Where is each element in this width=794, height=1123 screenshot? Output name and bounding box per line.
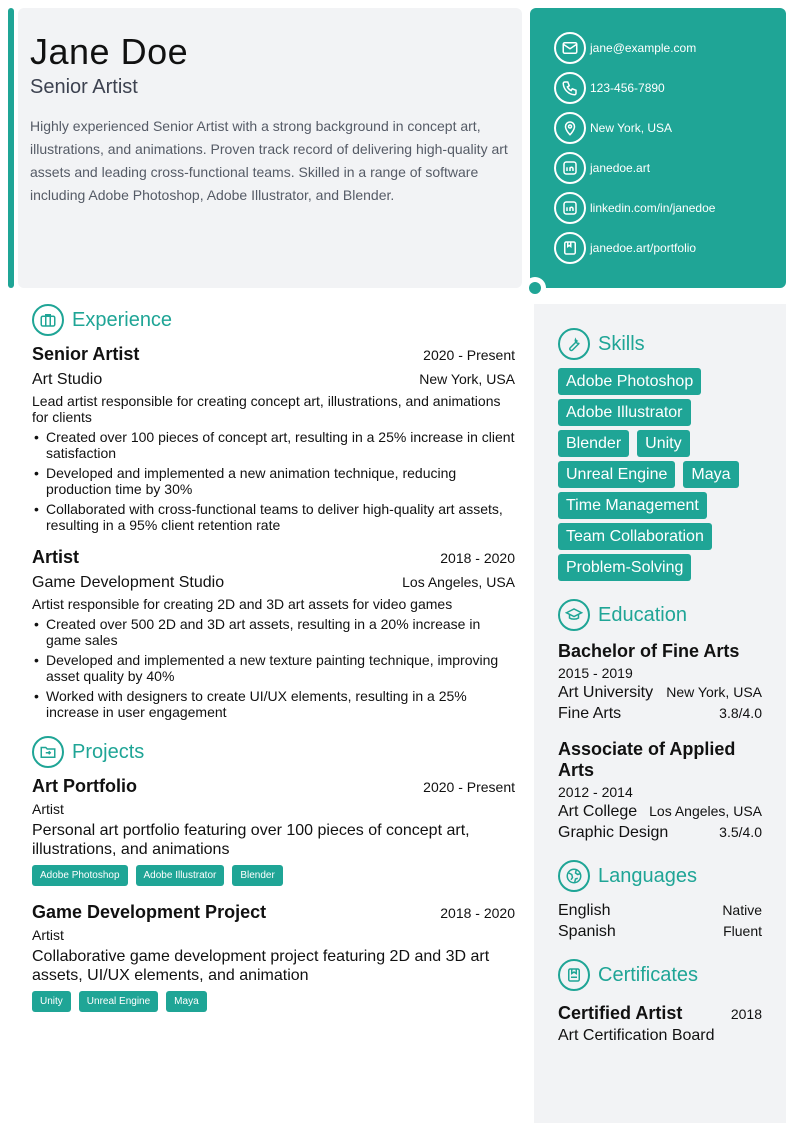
job-location: New York, USA <box>419 371 515 387</box>
portfolio-icon <box>554 232 586 264</box>
skill-tags <box>558 368 768 581</box>
school: Art College <box>558 803 638 820</box>
field: Fine Arts <box>558 705 622 722</box>
section-label: Languages <box>598 864 697 887</box>
skill-tag: Maya <box>683 461 738 488</box>
person-title: Senior Artist <box>30 76 138 98</box>
sidebar <box>534 304 786 1123</box>
briefcase-icon <box>32 304 64 336</box>
job-description: Lead artist responsible for creating concept art, illustrations, and animations for clients <box>32 393 501 425</box>
linkedin-icon <box>554 152 586 184</box>
graduation-cap-icon <box>558 599 590 631</box>
job-bullets <box>32 616 515 720</box>
certificate-issuer: Art Certification Board <box>558 1027 715 1044</box>
job-company: Game Development Studio <box>32 574 225 591</box>
skill-tag: Team Collaboration <box>558 523 712 550</box>
summary: Highly experienced Senior Artist with a strong background in concept art, illustrations, and animations. Proven track record of delivering high-quality art assets and leading cross-functional teams. Skilled in a range of software including Adobe Photoshop, Adobe Illustrator, and Blender. <box>30 118 508 203</box>
section-label: Experience <box>72 308 173 331</box>
contact-email[interactable] <box>554 32 786 64</box>
field: Graphic Design <box>558 824 669 841</box>
job-entry <box>32 344 515 533</box>
skill-tag: Adobe Photoshop <box>558 368 701 395</box>
job-bullet: • Developed and implemented a new texture painting technique, improving asset quality by 40% <box>32 652 515 684</box>
language-name: English <box>558 902 611 919</box>
person-name: Jane Doe <box>30 31 189 72</box>
project-tag: Adobe Illustrator <box>136 865 225 886</box>
project-tags <box>32 991 515 1012</box>
mail-icon <box>554 32 586 64</box>
project-tag: Adobe Photoshop <box>32 865 128 886</box>
job-bullet: • Created over 100 pieces of concept art, resulting in a 25% increase in client satisfaction <box>32 429 515 461</box>
accent-bar <box>8 8 14 288</box>
certificate-year: 2018 <box>730 1006 762 1022</box>
language-row <box>558 902 762 920</box>
job-title: Senior Artist <box>32 344 140 364</box>
degree: Bachelor of Fine Arts <box>558 641 740 661</box>
globe-icon <box>558 860 590 892</box>
section-label: Projects <box>72 740 145 763</box>
contact-text: New York, USA <box>590 121 673 135</box>
job-bullet: • Collaborated with cross-functional teams to deliver high-quality art assets, resulting in a 95% client retention rate <box>32 501 515 533</box>
school-location: New York, USA <box>666 684 762 700</box>
job-bullets <box>32 429 515 533</box>
location-icon <box>554 112 586 144</box>
project-role: Artist <box>32 801 64 817</box>
language-row <box>558 923 762 941</box>
section-certificates-title <box>558 959 762 991</box>
section-languages-title <box>558 860 762 892</box>
project-date: 2020 - Present <box>423 779 515 795</box>
section-label: Certificates <box>598 963 699 986</box>
job-bullet: • Worked with designers to create UI/UX elements, resulting in a 25% increase in user engagement <box>32 688 515 720</box>
job-date: 2018 - 2020 <box>440 550 515 566</box>
wrench-icon <box>558 328 590 360</box>
certificate-entry <box>558 1003 762 1045</box>
gpa: 3.8/4.0 <box>719 705 762 721</box>
job-company: Art Studio <box>32 371 103 388</box>
contact-text: linkedin.com/in/janedoe <box>590 201 716 215</box>
header <box>18 8 522 288</box>
linkedin-icon <box>554 192 586 224</box>
project-tag: Maya <box>166 991 206 1012</box>
section-label: Skills <box>598 332 645 355</box>
school-location: Los Angeles, USA <box>649 803 762 819</box>
contact-website[interactable] <box>554 152 786 184</box>
contact-linkedin[interactable] <box>554 192 786 224</box>
education-years: 2015 - 2019 <box>558 665 633 681</box>
folder-icon <box>32 736 64 768</box>
section-education-title <box>558 599 762 631</box>
project-tags <box>32 865 515 886</box>
project-role: Artist <box>32 927 64 943</box>
skill-tag: Unity <box>637 430 689 457</box>
timeline-dot <box>529 282 541 294</box>
section-projects-title <box>32 736 515 768</box>
contact-text: janedoe.art <box>590 161 651 175</box>
contact-text: jane@example.com <box>590 41 697 55</box>
skill-tag: Adobe Illustrator <box>558 399 691 426</box>
section-experience-title <box>32 304 515 336</box>
language-list <box>558 902 762 941</box>
project-description: Collaborative game development project featuring 2D and 3D art assets, UI/UX elements, and animation <box>32 948 490 984</box>
skill-tag: Problem-Solving <box>558 554 691 581</box>
language-level: Fluent <box>723 923 762 939</box>
job-title: Artist <box>32 547 80 567</box>
project-tag: Unreal Engine <box>79 991 158 1012</box>
job-entry <box>32 547 515 720</box>
project-tag: Blender <box>232 865 282 886</box>
project-title: Game Development Project <box>32 902 267 922</box>
project-date: 2018 - 2020 <box>440 905 515 921</box>
school: Art University <box>558 684 654 701</box>
project-description: Personal art portfolio featuring over 100 pieces of concept art, illustrations, and animations <box>32 822 470 858</box>
degree: Associate of Applied Arts <box>558 739 736 780</box>
language-name: Spanish <box>558 923 616 940</box>
contact-location <box>554 112 786 144</box>
skill-tag: Unreal Engine <box>558 461 675 488</box>
contact-phone[interactable] <box>554 72 786 104</box>
section-skills-title <box>558 328 762 360</box>
project-entry <box>32 902 515 1012</box>
job-description: Artist responsible for creating 2D and 3D art assets for video games <box>32 596 453 612</box>
project-entry <box>32 776 515 886</box>
contact-text: 123-456-7890 <box>590 81 665 95</box>
education-entry <box>558 739 762 842</box>
main-column <box>32 304 515 1012</box>
gpa: 3.5/4.0 <box>719 824 762 840</box>
certificate-name: Certified Artist <box>558 1003 683 1023</box>
contact-panel <box>530 8 786 288</box>
skill-tag: Blender <box>558 430 629 457</box>
project-title: Art Portfolio <box>32 776 137 796</box>
job-location: Los Angeles, USA <box>402 574 515 590</box>
phone-icon <box>554 72 586 104</box>
contact-text: janedoe.art/portfolio <box>590 241 697 255</box>
skill-tag: Time Management <box>558 492 707 519</box>
project-tag: Unity <box>32 991 71 1012</box>
education-entry <box>558 641 762 723</box>
section-label: Education <box>598 603 687 626</box>
language-level: Native <box>722 902 762 918</box>
job-bullet: • Created over 500 2D and 3D art assets, resulting in a 20% increase in game sales <box>32 616 515 648</box>
contact-portfolio[interactable] <box>554 232 786 264</box>
certificate-icon <box>558 959 590 991</box>
education-years: 2012 - 2014 <box>558 784 633 800</box>
job-bullet: • Developed and implemented a new animation technique, reducing production time by 30% <box>32 465 515 497</box>
job-date: 2020 - Present <box>423 347 515 363</box>
